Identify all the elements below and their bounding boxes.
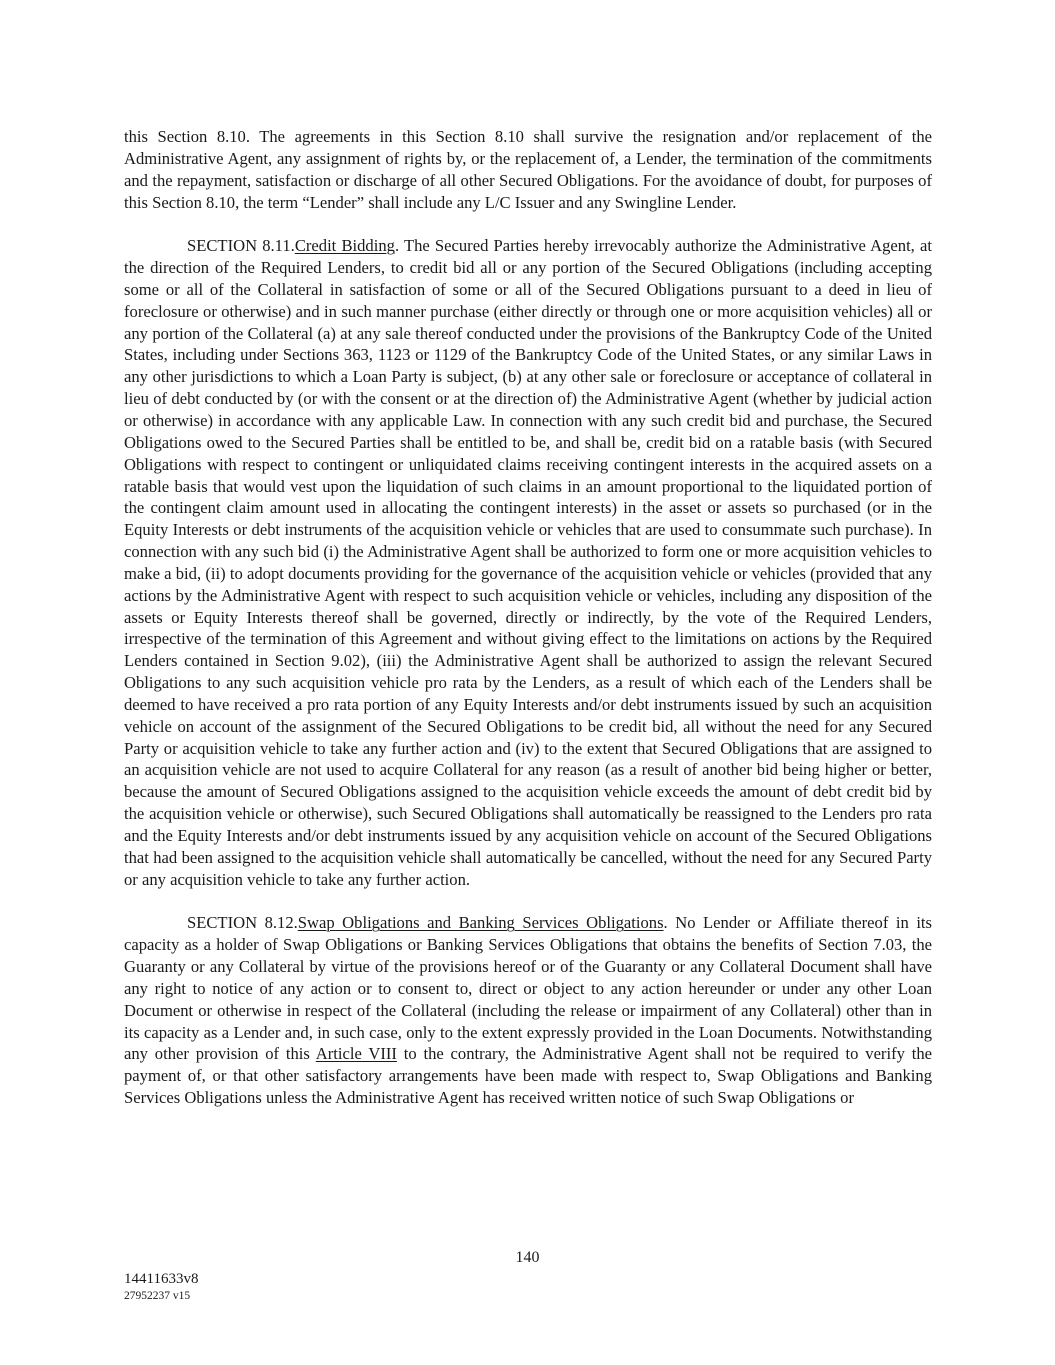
page-number: 140 <box>515 1249 540 1266</box>
section-text-continued: to the contrary, the Administrative Agent shall not be required to verify the payment of, or that other satisfactory arrangements have been made with respect to, Swap Obligations and Banking Services Obligations unless the Administrative Agent has received written notice of such Swap Obligations or <box>124 1044 932 1108</box>
section-heading-swap-obligations: Swap Obligations and Banking Services Obligations <box>297 913 664 933</box>
document-id-secondary: 27952237 v15 <box>124 1290 191 1302</box>
paragraph-continuation: this Section 8.10. The agreements in this Section 8.10 shall survive the resignation and/or replacement of the Administrative Agent, any assignment of rights by, or the replacement of, a Lender, the termination of the commitments and the repayment, satisfaction or discharge of all other Secured Obligations. For the avoidance of doubt, for purposes of this Section 8.10, the term “Lender” shall include any L/C Issuer and any Swingline Lender. <box>124 127 932 212</box>
section-number: SECTION 8.11. <box>187 236 295 256</box>
cross-reference-article: Article VIII <box>315 1044 397 1064</box>
section-heading-credit-bidding: Credit Bidding <box>294 236 395 256</box>
paragraph-section-8-12 <box>124 912 932 1109</box>
section-number: SECTION 8.12. <box>187 913 298 933</box>
document-id-primary: 14411633v8 <box>124 1271 199 1287</box>
paragraph-section-8-11 <box>124 235 932 890</box>
document-body <box>124 126 932 1109</box>
section-text: . No Lender or Affiliate thereof in its capacity as a holder of Swap Obligations or Banking Services Obligations that obtains the benefits of Section 7.03, the Guaranty or any Collateral by virtue of the provisions hereof or of the Guaranty or any Collateral Document shall have any right to notice of any action or to consent to, direct or object to any action hereunder or under any other Loan Document or otherwise in respect of the Collateral (including the release or impairment of any Collateral) other than in its capacity as a Lender and, in such case, only to the extent expressly provided in the Loan Documents. Notwithstanding any other provision of this <box>124 913 933 1064</box>
section-text: . The Secured Parties hereby irrevocably authorize the Administrative Agent, at the direction of the Required Lenders, to credit bid all or any portion of the Secured Obligations (including accepting some or all of the Collateral in satisfaction of some or all of the Secured Obligations pursuant to a deed in lieu of foreclosure or otherwise) and in such manner purchase (either directly or through one or more acquisition vehicles) all or any portion of the Collateral (a) at any sale thereof conducted under the provisions of the Bankruptcy Code of the United States, including under Sections 363, 1123 or 1129 of the Bankruptcy Code of the United States, or any similar Laws in any other jurisdictions to which a Loan Party is subject, (b) at any other sale or foreclosure or acceptance of collateral in lieu of debt conducted by (or with the consent or at the direction of) the Administrative Agent (whether by judicial action or otherwise) in accordance with any applicable Law. In connection with any such credit bid and purchase, the Secured Obligations owed to the Secured Parties shall be entitled to be, and shall be, credit bid on a ratable basis (with Secured Obligations with respect to contingent or unliquidated claims receiving contingent interests in the acquired assets on a ratable basis that would vest upon the liquidation of such claims in an amount proportional to the liquidated portion of the contingent claim amount used in allocating the contingent interests) in the asset or assets so purchased (or in the Equity Interests or debt instruments of the acquisition vehicle or vehicles that are used to consummate such purchase). In connection with any such bid (i) the Administrative Agent shall be authorized to form one or more acquisition vehicles to make a bid, (ii) to adopt documents providing for the governance of the acquisition vehicle or vehicles (provided that any actions by the Administrative Agent with respect to such acquisition vehicle or vehicles, including any disposition of the assets or Equity Interests thereof shall be governed, directly or indirectly, by the vote of the Required Lenders, irrespective of the termination of this Agreement and without giving effect to the limitations on actions by the Required Lenders contained in Section 9.02), (iii) the Administrative Agent shall be authorized to assign the relevant Secured Obligations to any such acquisition vehicle pro rata by the Lenders, as a result of which each of the Lenders shall be deemed to have received a pro rata portion of any Equity Interests and/or debt instruments issued by such an acquisition vehicle on account of the assignment of the Secured Obligations to be credit bid, all without the need for any Secured Party or acquisition vehicle to take any further action and (iv) to the extent that Secured Obligations that are assigned to an acquisition vehicle are not used to acquire Collateral for any reason (as a result of another bid being higher or better, because the amount of Secured Obligations assigned to the acquisition vehicle exceeds the amount of debt credit bid by the acquisition vehicle or otherwise), such Secured Obligations shall automatically be reassigned to the Lenders pro rata and the Equity Interests and/or debt instruments issued by any acquisition vehicle on account of the Secured Obligations that had been assigned to the acquisition vehicle shall automatically be cancelled, without the need for any Secured Party or any acquisition vehicle to take any further action. <box>124 236 932 889</box>
